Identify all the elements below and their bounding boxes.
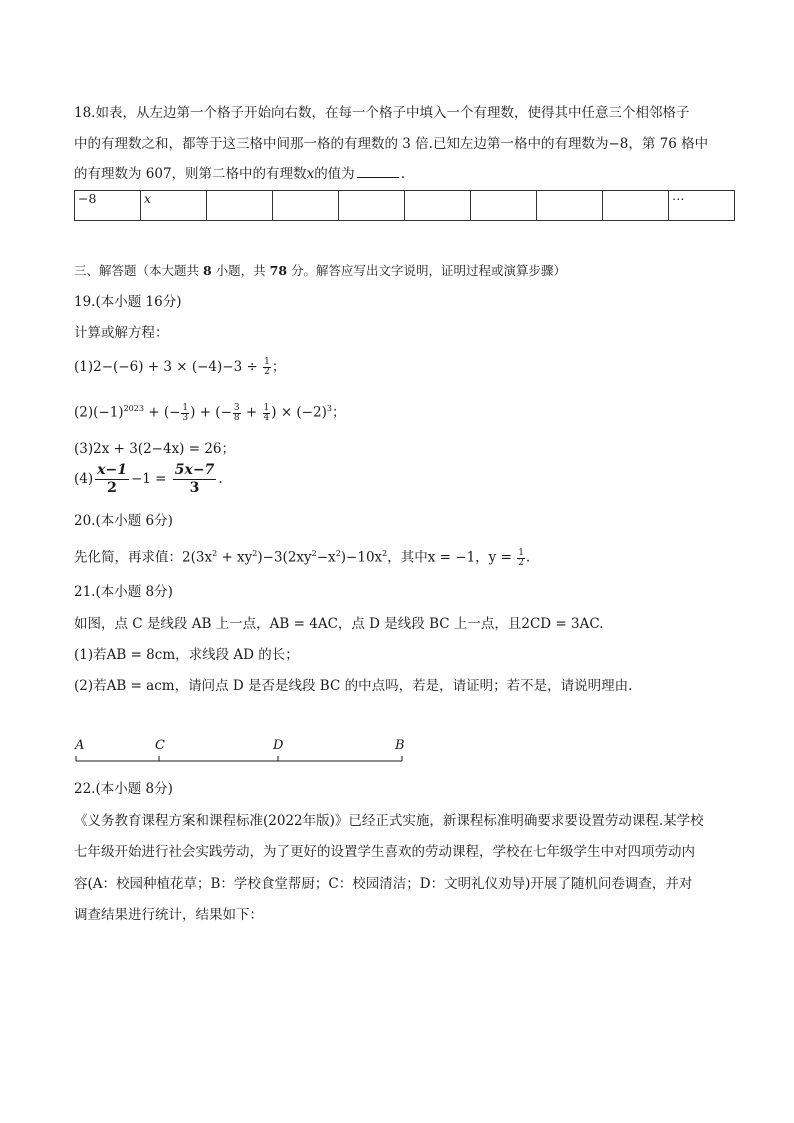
q18-line-2: 中的有理数之和，都等于这三格中间那一格的有理数的 3 倍.已知左边第一格中的有理数为−8，第 76 格中 bbox=[74, 136, 709, 152]
fraction-numerator: 1 bbox=[264, 357, 270, 367]
fraction-denominator: 3 bbox=[189, 480, 200, 496]
table-cell bbox=[405, 191, 471, 221]
table-cell bbox=[471, 191, 537, 221]
fraction-numerator: x−1 bbox=[97, 462, 127, 478]
q19-heading: 19.(本小题 16分) bbox=[74, 294, 182, 310]
expression-text: ) + (− bbox=[190, 404, 232, 421]
exponent: 2023 bbox=[123, 404, 144, 413]
q22-line-2: 七年级开始进行社会实践劳动，为了更好的设置学生喜欢的劳动课程，学校在七年级学生中对四项劳动内 bbox=[74, 844, 695, 860]
q19-part-2 bbox=[74, 400, 345, 423]
table-cell bbox=[339, 191, 405, 221]
q21-heading: 21.(本小题 8分) bbox=[74, 584, 173, 600]
answer-blank[interactable] bbox=[357, 165, 399, 178]
q22-line-1: 《义务教育课程方案和课程标准(2022年版)》已经正式实施，新课程标准明确要求要设置劳动课程.某学校 bbox=[74, 813, 704, 829]
expression-text: (1)2−(−6) + 3 × (−4)−3 ÷ bbox=[74, 359, 263, 375]
expression-text: 先化简，再求值：2(3x bbox=[74, 549, 213, 566]
fraction bbox=[517, 549, 525, 568]
fraction-numerator: 5x−7 bbox=[174, 462, 215, 478]
table-cell bbox=[273, 191, 339, 221]
fraction-numerator: 1 bbox=[518, 547, 524, 558]
section-title-part: 三、解答题（本大题共 bbox=[74, 263, 203, 278]
fraction-denominator: 8 bbox=[233, 412, 240, 423]
segment-figure bbox=[70, 735, 410, 770]
fraction-numerator: 1 bbox=[263, 402, 270, 413]
table-cell bbox=[603, 191, 669, 221]
label-a: A bbox=[75, 738, 85, 753]
expression-end: ； bbox=[271, 359, 286, 375]
section-title-part: 分。解答应写出文字说明，证明过程或演算步骤） bbox=[287, 263, 567, 278]
q19-part-3: (3)2x + 3(2−4x) = 26； bbox=[74, 441, 236, 457]
table-cell bbox=[537, 191, 603, 221]
fraction-numerator: 3 bbox=[233, 402, 240, 413]
q21-part-1: (1)若AB = 8cm，求线段 AD 的长； bbox=[74, 647, 299, 663]
fraction-numerator: 1 bbox=[182, 402, 189, 413]
fraction bbox=[263, 404, 271, 423]
q19-part-4 bbox=[74, 462, 223, 497]
fraction-denominator: 2 bbox=[264, 367, 270, 377]
expression-text: −x bbox=[316, 549, 336, 566]
expression-end: . bbox=[525, 549, 531, 566]
section-total-score: 78 bbox=[269, 263, 288, 278]
fraction bbox=[95, 462, 129, 497]
q20-expression bbox=[74, 545, 530, 568]
fraction-denominator: 2 bbox=[518, 557, 524, 568]
fraction bbox=[181, 404, 189, 423]
table-cell bbox=[207, 191, 273, 221]
q22-line-4: 调查结果进行统计，结果如下： bbox=[74, 907, 263, 923]
label-c: C bbox=[155, 738, 165, 753]
q18-line-3 bbox=[74, 165, 405, 183]
sequence-table bbox=[74, 190, 735, 221]
fraction bbox=[263, 358, 271, 377]
table-cell: x bbox=[141, 191, 207, 221]
q22-heading: 22.(本小题 8分) bbox=[74, 781, 173, 797]
exponent: 2 bbox=[382, 549, 388, 558]
exponent: 2 bbox=[335, 549, 341, 558]
expression-text: (2)(−1) bbox=[74, 404, 124, 421]
q18-line-1: 18.如表，从左边第一个格子开始向右数，在每一个格子中填入一个有理数，使得其中任意三个相邻格子 bbox=[74, 105, 690, 121]
q19-intro: 计算或解方程： bbox=[74, 325, 169, 341]
expression-text: ) × (−2) bbox=[271, 404, 327, 421]
section-title-part: 小题，共 bbox=[211, 263, 270, 278]
q20-heading: 20.(本小题 6分) bbox=[74, 513, 173, 529]
exponent: 3 bbox=[326, 404, 332, 413]
q18-variable-x: x bbox=[306, 166, 315, 182]
q22-line-3: 容(A：校园种植花草；B：学校食堂帮厨；C：校园清洁；D：文明礼仪劝导)开展了随机问卷调查，并对 bbox=[74, 876, 693, 892]
expression-text: ，其中x = −1，y = bbox=[387, 549, 517, 566]
expression-text: + xy bbox=[217, 549, 253, 566]
fraction-denominator: 2 bbox=[107, 480, 117, 496]
table-cell: ⋯ bbox=[669, 191, 735, 221]
expression-text: −1 = bbox=[130, 471, 171, 487]
section-question-count: 8 bbox=[202, 263, 212, 278]
q21-part-2: (2)若AB = acm，请问点 D 是否是线段 BC 的中点吗，若是，请证明；若不是，请说明理由. bbox=[74, 678, 633, 694]
expression-end: . bbox=[218, 471, 223, 487]
segment-diagram bbox=[70, 735, 410, 770]
expression-text: (4) bbox=[74, 471, 94, 487]
exponent: 2 bbox=[311, 549, 317, 558]
table-cell: −8 bbox=[75, 191, 141, 221]
section-heading bbox=[74, 262, 566, 280]
table-row bbox=[75, 191, 735, 221]
fraction bbox=[233, 404, 241, 423]
fraction bbox=[173, 462, 217, 497]
exponent: 2 bbox=[212, 549, 218, 558]
q21-statement: 如图，点 C 是线段 AB 上一点，AB = 4AC，点 D 是线段 BC 上一点，且2CD = 3AC. bbox=[74, 616, 604, 632]
label-b: B bbox=[395, 738, 405, 753]
expression-end: ； bbox=[331, 404, 346, 421]
q18-line-3-text: 的有理数为 607，则第二格中的有理数 bbox=[74, 166, 307, 182]
q19-part-1 bbox=[74, 358, 285, 377]
q18-line-3-end: . bbox=[400, 166, 405, 182]
expression-text: )−10x bbox=[340, 549, 383, 566]
fraction-denominator: 3 bbox=[182, 412, 189, 423]
exponent: 2 bbox=[252, 549, 258, 558]
expression-text: )−3(2xy bbox=[257, 549, 312, 566]
fraction-denominator: 4 bbox=[263, 412, 270, 423]
q18-line-3-text-b: 的值为 bbox=[314, 166, 355, 182]
expression-text: + bbox=[241, 404, 262, 421]
label-d: D bbox=[273, 738, 284, 753]
expression-text: + (− bbox=[143, 404, 181, 421]
